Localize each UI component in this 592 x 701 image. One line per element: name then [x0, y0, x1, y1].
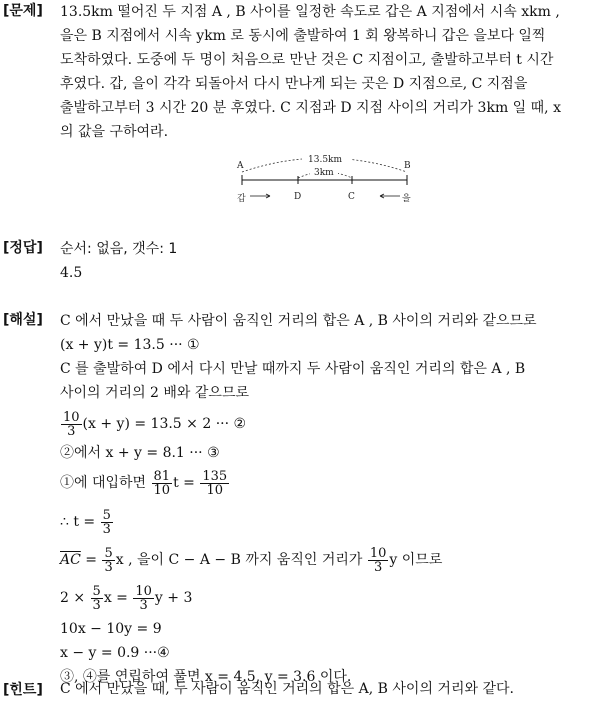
label-walker-eul: 을	[402, 194, 411, 204]
problem-line-3: 도착하였다. 도중에 두 명이 처음으로 만난 것은 C 지점이고, 출발하고부터 t 시간	[60, 52, 554, 68]
fraction-10-3: $\frac{10}{3}$	[63, 409, 80, 439]
answer-meta: 순서: 없음, 갯수: 1	[60, 241, 178, 257]
problem-tag: [문제]	[3, 3, 43, 19]
segment-ac: $\overline{AC}$	[60, 552, 81, 568]
solution-line-12: x − y = 0.9 ···④	[60, 645, 170, 661]
hint-line: C 에서 만났을 때, 두 사람이 움직인 거리의 합은 A, B 사이의 거리와 같다.	[60, 681, 514, 697]
solution-line-9: $\overline{AC}$ = $\frac{5}{3}$ x , 을이 C − A − B 까지 움직인 거리가 $\frac{10}{3}$ y 이므로	[60, 545, 443, 575]
answer-value: 4.5	[60, 265, 83, 281]
label-point-a: A	[237, 161, 244, 171]
label-point-d: D	[294, 192, 302, 202]
solution-line-13: ③, ④를 연립하여 풀면 x = 4.5, y = 3.6 이다.	[60, 669, 352, 685]
problem-line-4: 후였다. 갑, 을이 각각 되돌아서 다시 만나게 되는 곳은 D 지점으로, C 지점을	[60, 76, 528, 92]
distance-diagram	[232, 152, 417, 207]
label-point-b: B	[404, 161, 411, 171]
solution-line-3: C 를 출발하여 D 에서 다시 만날 때까지 두 사람이 움직인 거리의 합은 A , B	[60, 361, 526, 377]
solution-tag: [해설]	[3, 312, 43, 328]
answer-tag: [정답]	[3, 240, 43, 256]
solution-line-8: ∴ t = $\frac{5}{3}$	[60, 507, 111, 537]
problem-line-1: 13.5km 떨어진 두 지점 A , B 사이를 일정한 속도로 갑은 A 지점에서 시속 xkm ,	[60, 4, 560, 20]
solution-line-6: ②에서 x + y = 8.1 ··· ③	[60, 445, 220, 461]
problem-line-6: 의 값을 구하여라.	[60, 124, 169, 140]
solution-line-4: 사이의 거리의 2 배와 같으므로	[60, 385, 249, 401]
problem-text	[60, 0, 590, 144]
label-cd-distance: 3km	[314, 168, 334, 178]
problem-line-2: 을은 B 지점에서 시속 ykm 로 동시에 출발하여 1 회 왕복하니 갑은 을보다 일찍	[60, 28, 546, 44]
solution-line-11: 10x − 10y = 9	[60, 621, 162, 637]
solution-line-2: (x + y)t = 13.5 ··· ①	[60, 337, 200, 353]
solution-line-5: $\frac{10}{3}$ (x + y) = 13.5 × 2 ··· ②	[63, 409, 247, 439]
hint-tag: [힌트]	[3, 682, 43, 698]
label-total-distance: 13.5km	[308, 155, 343, 165]
solution-line-7: ①에 대입하면 $\frac{81}{10}$ t = $\frac{135}{10}$	[60, 468, 228, 498]
solution-line-10: 2 × $\frac{5}{3}$ x = $\frac{10}{3}$ y + 3	[60, 583, 193, 613]
solution-line-1: C 에서 만났을 때 두 사람이 움직인 거리의 합은 A , B 사이의 거리와 같으므로	[60, 313, 537, 329]
label-walker-gap: 갑	[237, 194, 246, 204]
problem-line-5: 출발하고부터 3 시간 20 분 후였다. C 지점과 D 지점 사이의 거리가 3km 일 때, x	[60, 100, 561, 116]
label-point-c: C	[348, 192, 355, 202]
